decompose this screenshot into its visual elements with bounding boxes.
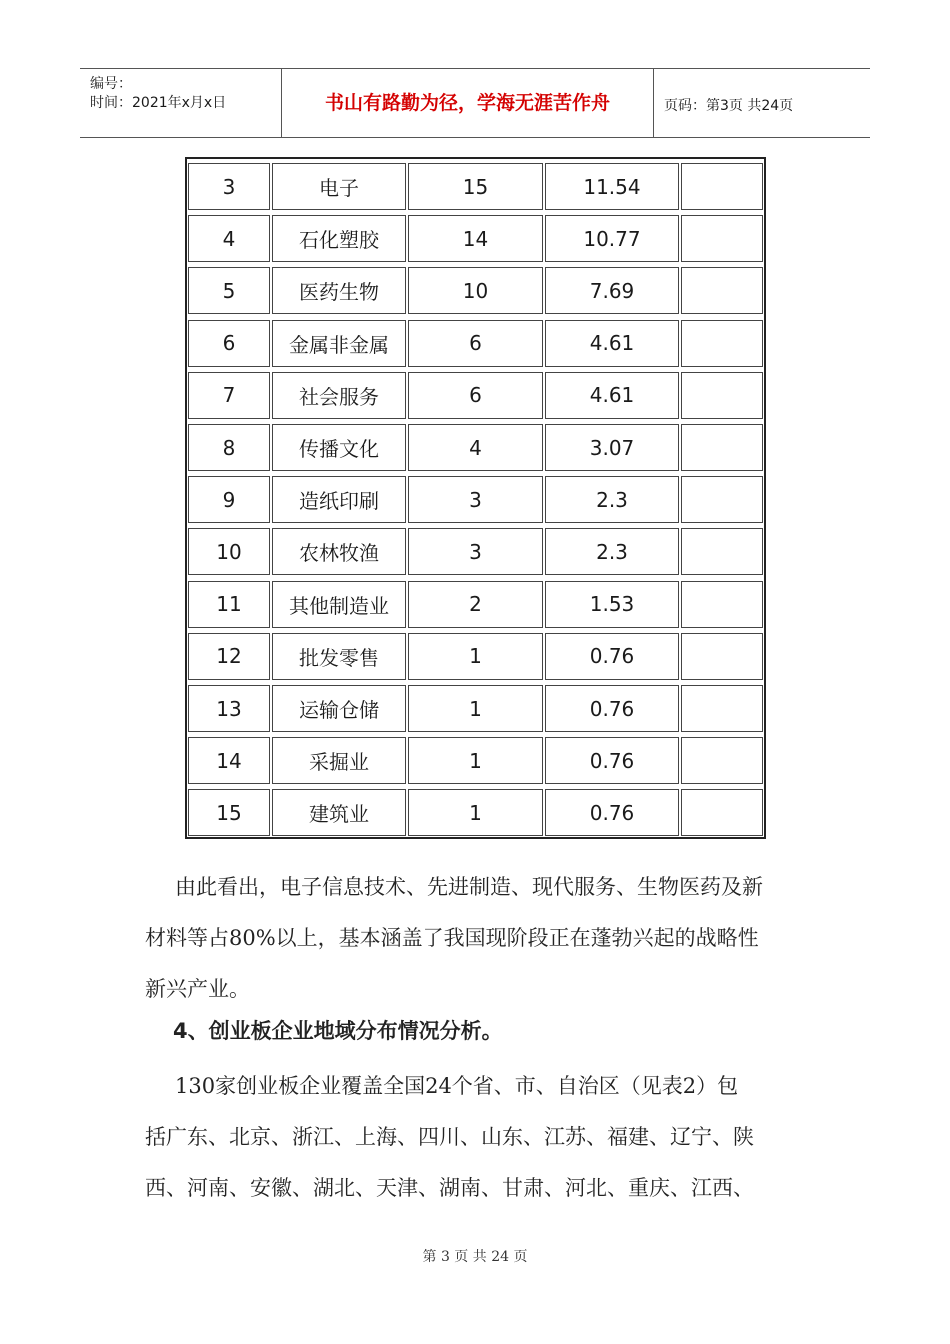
- paragraph-line: [145, 964, 815, 1015]
- cell-industry: 建筑业: [272, 789, 406, 836]
- cell-count: 3: [408, 476, 543, 523]
- cell-empty: [681, 685, 763, 732]
- paragraph-line: [145, 1061, 815, 1112]
- cell-industry: 采掘业: [272, 737, 406, 784]
- cell-count: 1: [408, 633, 543, 680]
- cell-percent: 4.61: [545, 320, 679, 367]
- cell-percent: 10.77: [545, 215, 679, 262]
- doc-time-label: 时间：2021年x月x日: [90, 95, 227, 111]
- paragraph-line-text: 材料等占80%以上，基本涵盖了我国现阶段正在蓬勃兴起的战略性: [145, 926, 759, 950]
- cell-rank: 4: [188, 215, 270, 262]
- cell-count: 6: [408, 372, 543, 419]
- cell-count: 15: [408, 163, 543, 210]
- cell-percent: 11.54: [545, 163, 679, 210]
- cell-rank: 5: [188, 267, 270, 314]
- table-row: [187, 159, 764, 211]
- cell-rank: 10: [188, 528, 270, 575]
- page-header: [80, 68, 870, 138]
- paragraph-line: [145, 1112, 815, 1163]
- cell-empty: [681, 267, 763, 314]
- cell-rank: 13: [188, 685, 270, 732]
- cell-count: 10: [408, 267, 543, 314]
- cell-rank: 15: [188, 789, 270, 836]
- cell-count: 14: [408, 215, 543, 262]
- cell-industry: 农林牧渔: [272, 528, 406, 575]
- cell-count: 6: [408, 320, 543, 367]
- cell-empty: [681, 424, 763, 471]
- cell-industry: 其他制造业: [272, 581, 406, 628]
- table-row: [187, 524, 764, 576]
- cell-percent: 0.76: [545, 737, 679, 784]
- table-row: [187, 629, 764, 681]
- cell-percent: 3.07: [545, 424, 679, 471]
- cell-count: 1: [408, 685, 543, 732]
- cell-percent: 7.69: [545, 267, 679, 314]
- header-motto: 书山有路勤为径，学海无涯苦作舟: [324, 92, 610, 114]
- cell-rank: 14: [188, 737, 270, 784]
- cell-percent: 2.3: [545, 528, 679, 575]
- cell-industry: 传播文化: [272, 424, 406, 471]
- cell-rank: 6: [188, 320, 270, 367]
- paragraph-line-text: 由此看出，电子信息技术、先进制造、现代服务、生物医药及新: [175, 875, 763, 899]
- cell-empty: [681, 163, 763, 210]
- cell-percent: 0.76: [545, 633, 679, 680]
- header-divider: [653, 69, 654, 137]
- table-row: [187, 733, 764, 785]
- cell-percent: 0.76: [545, 685, 679, 732]
- cell-empty: [681, 633, 763, 680]
- paragraph-regional-distribution: [145, 1061, 815, 1214]
- industry-table: [185, 157, 766, 839]
- cell-empty: [681, 789, 763, 836]
- table-row: [187, 316, 764, 368]
- paragraph-line-text: 括广东、北京、浙江、上海、四川、山东、江苏、福建、辽宁、陕: [145, 1125, 754, 1149]
- cell-rank: 11: [188, 581, 270, 628]
- cell-rank: 3: [188, 163, 270, 210]
- paragraph-line: [145, 913, 815, 964]
- header-page-info: 页码：第3页 共24页: [664, 98, 794, 114]
- cell-percent: 2.3: [545, 476, 679, 523]
- cell-rank: 9: [188, 476, 270, 523]
- cell-empty: [681, 737, 763, 784]
- table-row: [187, 420, 764, 472]
- table-row: [187, 368, 764, 420]
- section-heading: 4、创业板企业地域分布情况分析。: [173, 1019, 503, 1043]
- cell-empty: [681, 372, 763, 419]
- cell-industry: 石化塑胶: [272, 215, 406, 262]
- cell-count: 3: [408, 528, 543, 575]
- cell-industry: 批发零售: [272, 633, 406, 680]
- paragraph-line: [145, 1163, 815, 1214]
- header-meta: [80, 69, 280, 137]
- paragraph-line-text: 130家创业板企业覆盖全国24个省、市、自治区（见表2）包: [175, 1074, 739, 1098]
- cell-count: 2: [408, 581, 543, 628]
- paragraph-industry-summary: [145, 862, 815, 1015]
- cell-empty: [681, 528, 763, 575]
- cell-empty: [681, 581, 763, 628]
- cell-industry: 金属非金属: [272, 320, 406, 367]
- cell-industry: 社会服务: [272, 372, 406, 419]
- table-row: [187, 785, 764, 837]
- page-footer: 第 3 页 共 24 页: [422, 1249, 528, 1265]
- cell-industry: 医药生物: [272, 267, 406, 314]
- cell-count: 4: [408, 424, 543, 471]
- cell-rank: 7: [188, 372, 270, 419]
- cell-rank: 8: [188, 424, 270, 471]
- cell-percent: 1.53: [545, 581, 679, 628]
- table-row: [187, 211, 764, 263]
- paragraph-line-text: 新兴产业。: [145, 977, 250, 1001]
- cell-industry: 电子: [272, 163, 406, 210]
- cell-count: 1: [408, 737, 543, 784]
- cell-count: 1: [408, 789, 543, 836]
- cell-rank: 12: [188, 633, 270, 680]
- table-row: [187, 681, 764, 733]
- cell-empty: [681, 476, 763, 523]
- paragraph-line: [145, 862, 815, 913]
- paragraph-line-text: 西、河南、安徽、湖北、天津、湖南、甘肃、河北、重庆、江西、: [145, 1176, 754, 1200]
- table-row: [187, 263, 764, 315]
- cell-empty: [681, 215, 763, 262]
- doc-code-label: 编号：: [90, 76, 132, 92]
- table-row: [187, 577, 764, 629]
- cell-industry: 运输仓储: [272, 685, 406, 732]
- cell-industry: 造纸印刷: [272, 476, 406, 523]
- cell-empty: [681, 320, 763, 367]
- cell-percent: 4.61: [545, 372, 679, 419]
- cell-percent: 0.76: [545, 789, 679, 836]
- table-row: [187, 472, 764, 524]
